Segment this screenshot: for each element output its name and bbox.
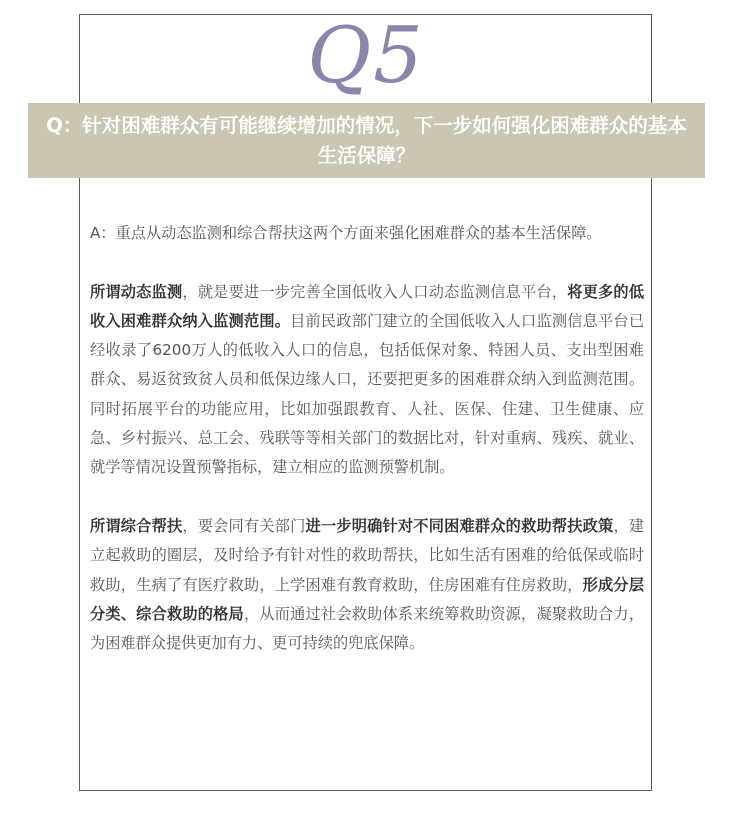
answer-paragraph-assistance bbox=[90, 512, 644, 658]
question-text: Q：针对困难群众有可能继续增加的情况，下一步如何强化困难群众的基本生活保障？ bbox=[46, 114, 687, 167]
monitoring-lead: 所谓动态监测 bbox=[90, 282, 183, 301]
question-number: Q5 bbox=[307, 11, 425, 101]
answer-paragraph-monitoring bbox=[90, 278, 644, 483]
monitoring-text-1: ，就是要进一步完善全国低收入人口动态监测信息平台， bbox=[182, 282, 568, 301]
monitoring-text-2: 目前民政部门建立的全国低收入人口监测信息平台已经收录了6200万人的低收入人口的信息，包括低保对象、特困人员、支出型困难群众、易返贫致贫人员和低保边缘人口，还要把更多的困难群众纳入到监测范围。同时拓展平台的功能应用，比如加强跟教育、人社、医保、住建、卫生健康、应急、乡村振兴、总工会、残联等等相关部门的数据比对，针对重病、残疾、就业、就学等情况设置预警指标，建立相应的监测预警机制。 bbox=[90, 311, 645, 477]
answer-body bbox=[90, 219, 644, 688]
assistance-text-3: ，从而通过社会救助体系来统筹救助资源，凝聚救助合力，为困难群众提供更加有力、更可持续的兜底保障。 bbox=[90, 604, 645, 653]
monitoring-bold-1: 将更多的低收入困难群众纳入监测范围。 bbox=[90, 282, 645, 330]
assistance-bold-2: 形成分层分类、综合救助的格局 bbox=[90, 575, 645, 623]
question-banner bbox=[28, 103, 705, 178]
answer-intro: A：重点从动态监测和综合帮扶这两个方面来强化困难群众的基本生活保障。 bbox=[90, 224, 602, 242]
assistance-lead: 所谓综合帮扶 bbox=[90, 516, 183, 535]
assistance-text-2: ，建立起救助的圈层，及时给予有针对性的救助帮扶，比如生活有困难的给低保或临时救助，生病了有医疗救助，上学困难有教育救助，住房困难有住房救助， bbox=[90, 516, 645, 594]
assistance-bold-1: 进一步明确针对不同困难群众的救助帮扶政策 bbox=[305, 516, 614, 535]
assistance-text-1: ，要会同有关部门 bbox=[182, 516, 306, 535]
